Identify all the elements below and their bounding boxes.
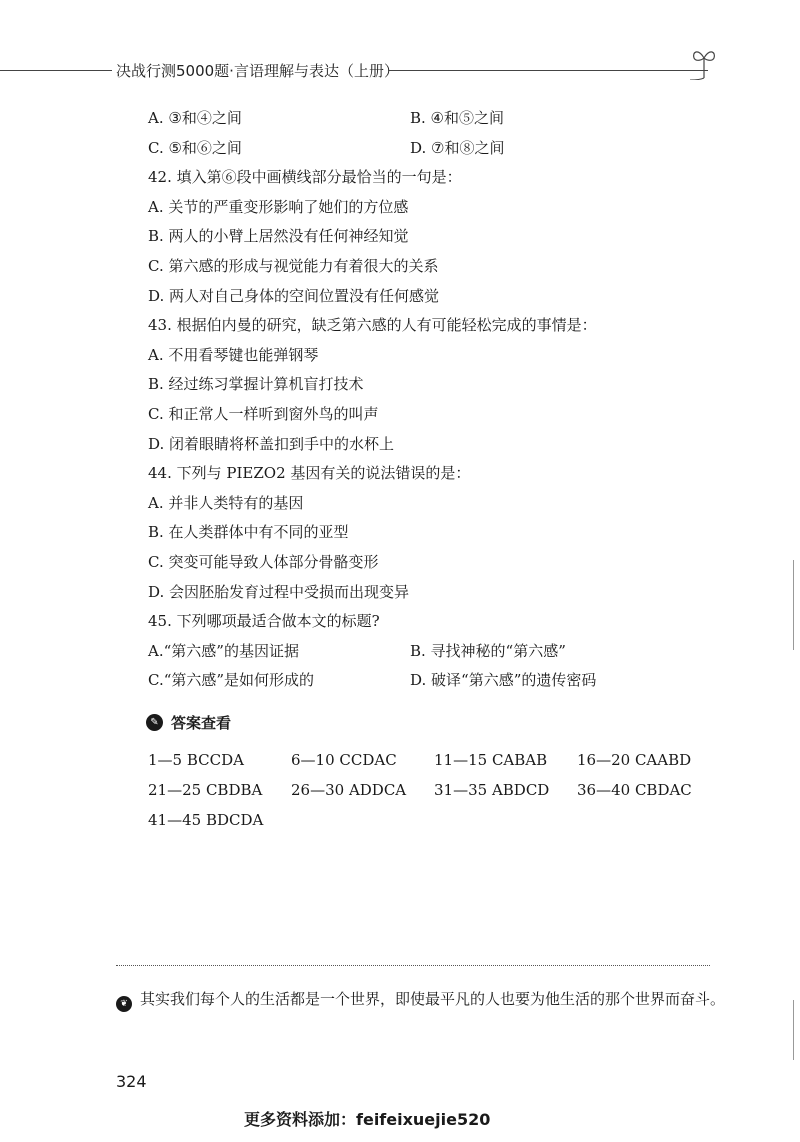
answer-section-heading (146, 712, 231, 733)
question-stem: 42. 填入第⑥段中画横线部分最恰当的一句是： (148, 168, 462, 187)
answer-heading-text: 答案查看 (171, 714, 232, 732)
option-text: B. ④和⑤之间 (410, 109, 505, 127)
option-text: D. 两人对自己身体的空间位置没有任何感觉 (148, 286, 440, 305)
answer-badge-icon: ✎ (146, 714, 163, 731)
quote-block (116, 985, 726, 1013)
answer-cell: 1—5 BCCDA (148, 751, 244, 769)
option-pair-row (148, 104, 728, 134)
option-text: A. ③和④之间 (148, 109, 242, 127)
option-pair-row (148, 637, 728, 667)
book-title: 决战行测5000题·言语理解与表达（上册） (116, 62, 399, 80)
footer-note: 更多资料添加：feifeixuejie520 (244, 1110, 491, 1129)
option-text: B. 经过练习掌握计算机盲打技术 (148, 375, 364, 394)
sprout-icon (690, 44, 718, 80)
option-text: B. 在人类群体中有不同的亚型 (148, 523, 349, 542)
question-stem: 43. 根据伯内曼的研究，缺乏第六感的人有可能轻松完成的事情是： (148, 316, 597, 335)
header-rule-left (0, 70, 112, 71)
option-text: A. 关节的严重变形影响了她们的方位感 (148, 197, 409, 216)
option-text: A. 不用看琴键也能弹钢琴 (148, 345, 319, 364)
option-text: C. ⑤和⑥之间 (148, 138, 242, 157)
answer-row (148, 775, 720, 805)
answer-cell: 36—40 CBDAC (577, 781, 692, 799)
answer-row (148, 805, 720, 835)
answer-cell: 11—15 CABAB (434, 751, 548, 769)
option-text: C. 第六感的形成与视觉能力有着很大的关系 (148, 256, 439, 275)
header-rule-right (388, 70, 708, 71)
scan-edge-mark (793, 560, 794, 650)
question-stem: 44. 下列与 PIEZO2 基因有关的说法错误的是： (148, 464, 471, 483)
answer-cell: 31—35 ABDCD (434, 781, 550, 799)
page-header (0, 58, 800, 82)
option-text: C. 和正常人一样听到窗外鸟的叫声 (148, 404, 379, 423)
answer-table (148, 745, 720, 835)
question-stem: 45. 下列哪项最适合做本文的标题? (148, 612, 380, 631)
quote-leaf-icon: ❦ (116, 996, 132, 1012)
option-text: A. 并非人类特有的基因 (148, 493, 304, 512)
answer-cell: 6—10 CCDAC (291, 751, 397, 769)
page-number: 324 (116, 1072, 147, 1091)
dotted-divider (116, 965, 710, 966)
option-text: D. ⑦和⑧之间 (410, 138, 505, 157)
option-text: D. 闭着眼睛将杯盖扣到手中的水杯上 (148, 434, 395, 453)
question-content (148, 104, 728, 696)
option-text: C.“第六感”是如何形成的 (148, 671, 315, 690)
answer-row (148, 745, 720, 775)
option-text: D. 破译“第六感”的遗传密码 (410, 671, 597, 690)
scan-edge-mark (793, 1000, 794, 1060)
quote-text: 其实我们每个人的生活都是一个世界，即使最平凡的人也要为他生活的那个世界而奋斗。 (140, 990, 726, 1008)
answer-cell: 21—25 CBDBA (148, 781, 263, 799)
option-text: D. 会因胚胎发育过程中受损而出现变异 (148, 582, 410, 601)
option-pair-row (148, 666, 728, 696)
option-pair-row (148, 134, 728, 164)
answer-cell: 16—20 CAABD (577, 751, 692, 769)
option-text: A.“第六感”的基因证据 (148, 641, 299, 660)
option-text: C. 突变可能导致人体部分骨骼变形 (148, 552, 379, 571)
answer-cell: 26—30 ADDCA (291, 781, 407, 799)
option-text: B. 两人的小臂上居然没有任何神经知觉 (148, 227, 409, 246)
option-text: B. 寻找神秘的“第六感” (410, 641, 566, 660)
answer-cell: 41—45 BDCDA (148, 811, 264, 829)
